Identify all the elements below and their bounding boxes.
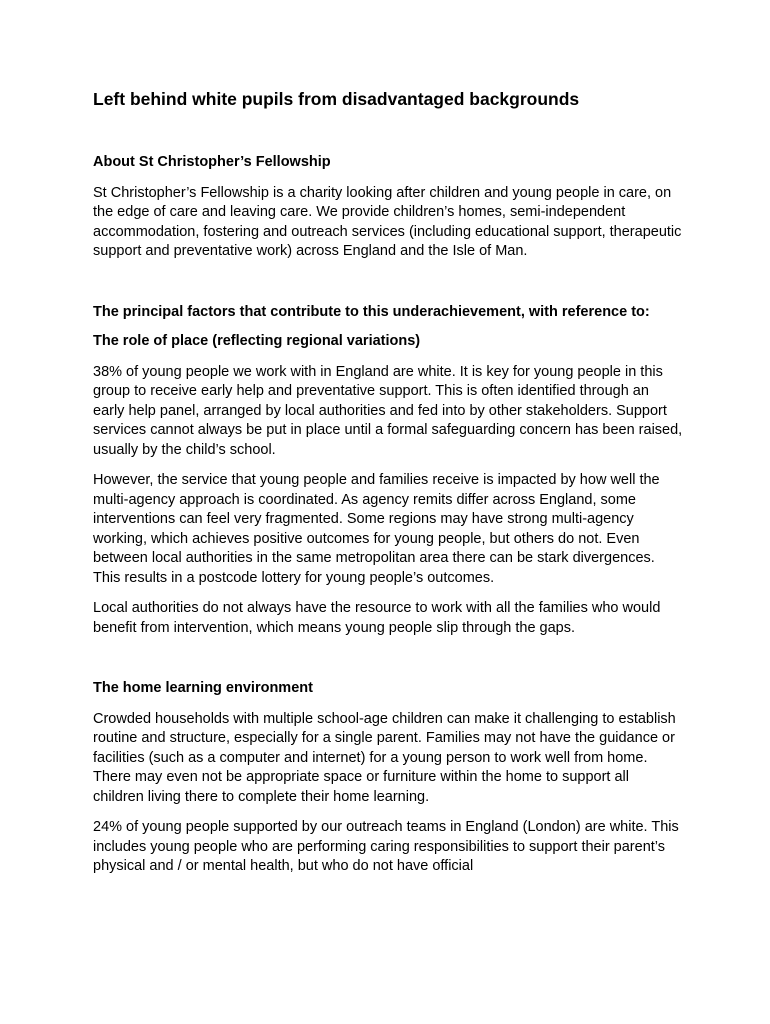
- document-body: [93, 88, 683, 877]
- factors-heading: The principal factors that contribute to this underachievement, with reference to:: [93, 303, 650, 320]
- role-of-place-paragraph-1: 38% of young people we work with in England are white. It is key for young people in this group to receive early help and preventative support. This is often identified through an early help panel, arranged by local authorities and fed into by other stakeholders. Support services cannot always be put in place until a formal safeguarding concern has been raised, usually by the child’s school.: [93, 363, 683, 458]
- home-learning-paragraph-2: 24% of young people supported by our outreach teams in England (London) are white. This includes young people who are performing caring responsibilities to support their parent’s physical and / or mental health, but who do not have official: [93, 819, 679, 874]
- role-of-place-paragraph-3: Local authorities do not always have the resource to work with all the families who would benefit from intervention, which means young people slip through the gaps.: [93, 600, 661, 636]
- role-of-place-paragraph-2: However, the service that young people and families receive is impacted by how well the multi-agency approach is coordinated. As agency remits differ across England, some interventions can feel very fragmented. Some regions may have strong multi-agency working, which achieves positive outcomes for young people, but others do not. Even between local authorities in the same metropolitan area there can be stark divergences. This results in a postcode lottery for young people’s outcomes.: [93, 472, 660, 586]
- about-heading: About St Christopher’s Fellowship: [93, 154, 331, 170]
- home-learning-heading: The home learning environment: [93, 680, 313, 696]
- role-of-place-heading: The role of place (reflecting regional variations): [93, 333, 421, 349]
- document-title: Left behind white pupils from disadvantaged backgrounds: [93, 89, 580, 109]
- home-learning-paragraph-1: Crowded households with multiple school-age children can make it challenging to establish routine and structure, especially for a single parent. Families may not have the guidance or facilities (such as a computer and internet) for a young person to work well from home. There may even not be appropriate space or furniture within the home to support all children living there to complete their home learning.: [93, 710, 676, 805]
- about-paragraph: St Christopher’s Fellowship is a charity looking after children and young people in care, on the edge of care and leaving care. We provide children’s homes, semi-independent accommodation, fostering and outreach services (including educational support, therapeutic support and preventative work) across England and the Isle of Man.: [93, 184, 682, 259]
